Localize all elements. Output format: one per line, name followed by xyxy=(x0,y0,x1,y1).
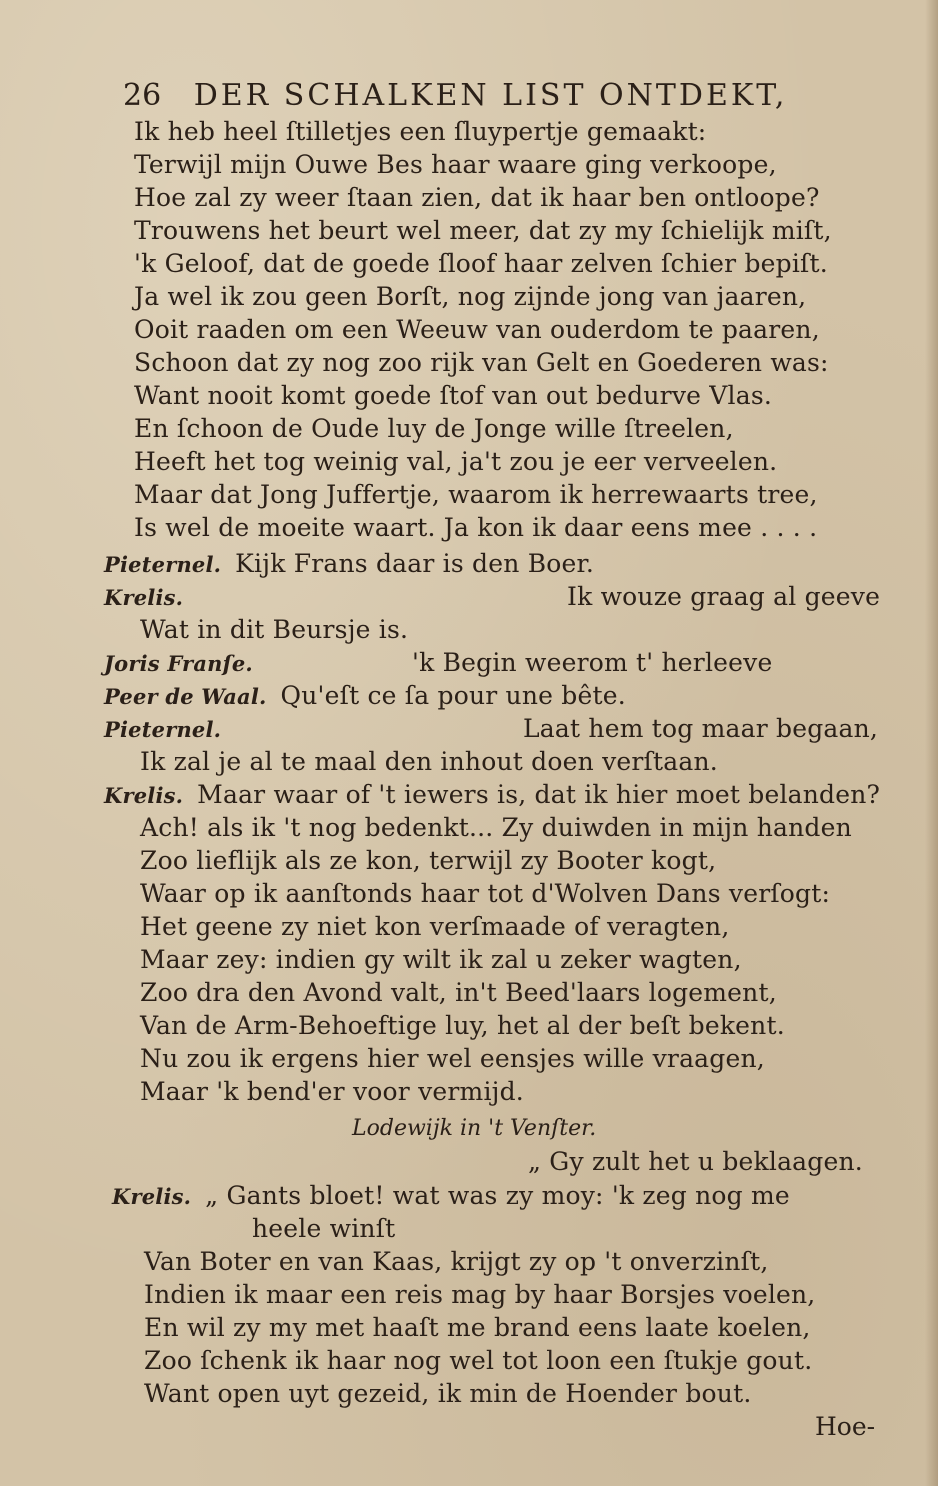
verse-line: Want open uyt gezeid, ik min de Hoender bout. xyxy=(144,1379,752,1408)
verse-line: Indien ik maar een reis mag by haar Borsjes voelen, xyxy=(144,1280,816,1309)
speaker-name: Pieternel. xyxy=(104,717,222,742)
verse-line: „ Gy zult het u beklaagen. xyxy=(528,1147,863,1176)
dialogue-line: Krelis. „ Gants bloet! wat was zy moy: 'k zeg nog me xyxy=(112,1181,790,1210)
dialogue-line xyxy=(104,581,197,614)
verse-line: Maar zey: indien gy wilt ik zal u zeker wagten, xyxy=(140,945,742,974)
speaker-name: Krelis. xyxy=(104,783,184,808)
verse-line-turnover: heele winſt xyxy=(252,1214,396,1243)
verse-line: Van de Arm-Behoeftige luy, het al der beſt bekent. xyxy=(140,1011,785,1040)
speaker-name: Krelis. xyxy=(104,585,184,610)
dialogue-line: Krelis. Maar waar of 't iewers is, dat ik hier moet belanden? xyxy=(104,780,881,809)
stage-direction: Lodewijk in 't Venſter. xyxy=(352,1116,597,1141)
dialogue-line: Peer de Waal. Qu'eſt ce ſa pour une bête. xyxy=(104,681,626,710)
speaker-name: Pieternel. xyxy=(104,552,222,577)
verse-line: En ſchoon de Oude luy de Jonge wille ſtreelen, xyxy=(134,414,734,443)
verse-line: Hoe zal zy weer ſtaan zien, dat ik haar ben ontloope? xyxy=(134,183,820,212)
running-title: DER SCHALKEN LIST ONTDEKT, xyxy=(193,78,788,113)
verse-line: Schoon dat zy nog zoo rijk van Gelt en Goederen was: xyxy=(134,348,829,377)
speaker-name: Krelis. xyxy=(112,1184,192,1209)
speaker-name: Joris Franſe. xyxy=(104,651,253,676)
verse-line: Waar op ik aanſtonds haar tot d'Wolven Dans verſogt: xyxy=(140,879,831,908)
dialogue-line-continued: Ik wouze graag al geeve xyxy=(567,582,881,611)
verse-line: Ooit raaden om een Weeuw van ouderdom te paaren, xyxy=(134,315,820,344)
dialogue-line: Pieternel. Kijk Frans daar is den Boer. xyxy=(104,549,595,578)
verse-line: Zoo dra den Avond valt, in't Beed'laars logement, xyxy=(140,978,777,1007)
verse-line: Zoo ſchenk ik haar nog wel tot loon een ſtukje gout. xyxy=(144,1346,813,1375)
verse-line: Is wel de moeite waart. Ja kon ik daar eens mee . . . . xyxy=(134,513,818,542)
running-header xyxy=(123,78,787,114)
verse-line: Trouwens het beurt wel meer, dat zy my ſchielijk miſt, xyxy=(134,216,832,245)
verse-line: Ik zal je al te maal den inhout doen verſtaan. xyxy=(140,747,718,776)
verse-line: 'k Geloof, dat de goede ſloof haar zelven ſchier bepiſt. xyxy=(134,249,828,278)
verse-line: Zoo lieflijk als ze kon, terwijl zy Booter kogt, xyxy=(140,846,717,875)
verse-line: En wil zy my met haaſt me brand eens laate koelen, xyxy=(144,1313,811,1342)
dialogue-line-continued: 'k Begin weerom t' herleeve xyxy=(412,648,773,677)
page-number: 26 xyxy=(123,78,162,113)
catchword: Hoe- xyxy=(815,1412,876,1441)
verse-line: Wat in dit Beursje is. xyxy=(140,615,409,644)
dialogue-line-continued: Laat hem tog maar begaan, xyxy=(523,714,879,743)
verse-line: Nu zou ik ergens hier wel eensjes wille vraagen, xyxy=(140,1044,765,1073)
verse-line: Van Boter en van Kaas, krijgt zy op 't onverzinſt, xyxy=(144,1247,769,1276)
verse-line: Ja wel ik zou geen Borſt, nog zijnde jong van jaaren, xyxy=(134,282,807,311)
verse-line: Maar 'k bend'er voor vermijd. xyxy=(140,1077,524,1106)
verse-line: Ach! als ik 't nog bedenkt... Zy duiwden in mijn handen xyxy=(140,813,852,842)
speaker-name: Peer de Waal. xyxy=(104,684,267,709)
verse-line: Heeft het tog weinig val, ja't zou je eer verveelen. xyxy=(134,447,778,476)
verse-line: Maar dat Jong Juffertje, waarom ik herrewaarts tree, xyxy=(134,480,818,509)
verse-line: Het geene zy niet kon verſmaade of veragten, xyxy=(140,912,730,941)
dialogue-line xyxy=(104,713,235,746)
verse-line: Terwijl mijn Ouwe Bes haar waare ging verkoope, xyxy=(134,150,777,179)
dialogue-line xyxy=(104,647,267,680)
verse-line: Ik heb heel ſtilletjes een ſluypertje gemaakt: xyxy=(134,117,707,146)
verse-line: Want nooit komt goede ſtof van out bedurve Vlas. xyxy=(134,381,773,410)
